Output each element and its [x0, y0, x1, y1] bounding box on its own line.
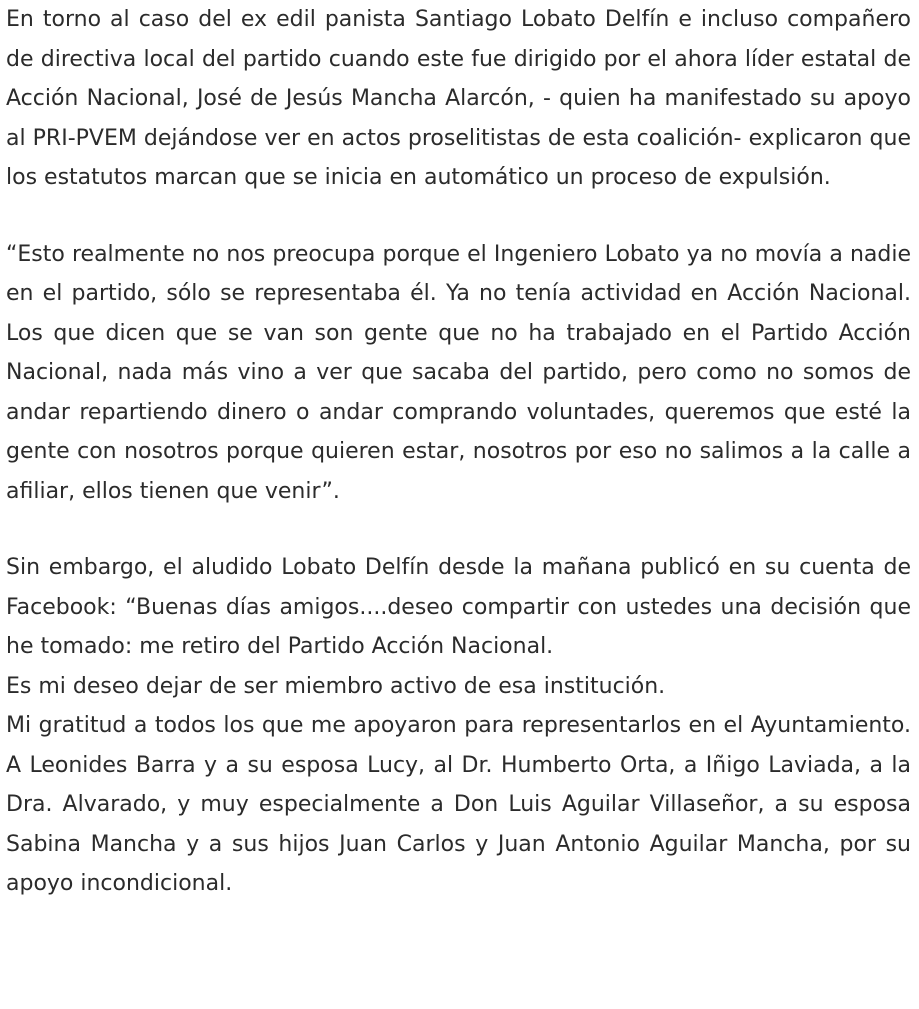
paragraph-spacer — [6, 511, 911, 548]
paragraph-expulsion-context: En torno al caso del ex edil panista Santiago Lobato Delfín e incluso compañero de directiva local del partido cuando este fue dirigido por el ahora líder estatal de Acción Nacional, José de Jesús Mancha Alarcón, - quien ha manifestado su apoyo al PRI-PVEM dejándose ver en actos proselitistas de esta coalición- explicaron que los estatutos marcan que se inicia en automático un proceso de expulsión. — [6, 7, 911, 190]
paragraph-resignation: Es mi deseo dejar de ser miembro activo de esa institución. — [6, 673, 666, 699]
paragraph-gratitude: Mi gratitud a todos los que me apoyaron para representarlos en el Ayuntamiento. A Leonides Barra y a su esposa Lucy, al Dr. Humberto Orta, a Iñigo Laviada, a la Dra. Alvarado, y muy especialmente a Don Luis Aguilar Villaseñor, a su esposa Sabina Mancha y a sus hijos Juan Carlos y Juan Antonio Aguilar Mancha, por su apoyo incondicional. — [6, 713, 911, 896]
paragraph-facebook-post: Sin embargo, el aludido Lobato Delfín desde la mañana publicó en su cuenta de Facebook: “Buenas días amigos....deseo compartir con ustedes una decisión que he tomado: me retiro del Partido Acción Nacional. — [6, 555, 911, 659]
paragraph-spacer — [6, 198, 911, 235]
paragraph-quote: “Esto realmente no nos preocupa porque el Ingeniero Lobato ya no movía a nadie en el partido, sólo se representaba él. Ya no tenía actividad en Acción Nacional. Los que dicen que se van son gente que no ha trabajado en el Partido Acción Nacional, nada más vino a ver que sacaba del partido, pero como no somos de andar repartiendo dinero o andar comprando voluntades, queremos que esté la gente con nosotros porque quieren estar, nosotros por eso no salimos a la calle a afiliar, ellos tienen que venir”. — [6, 241, 911, 504]
